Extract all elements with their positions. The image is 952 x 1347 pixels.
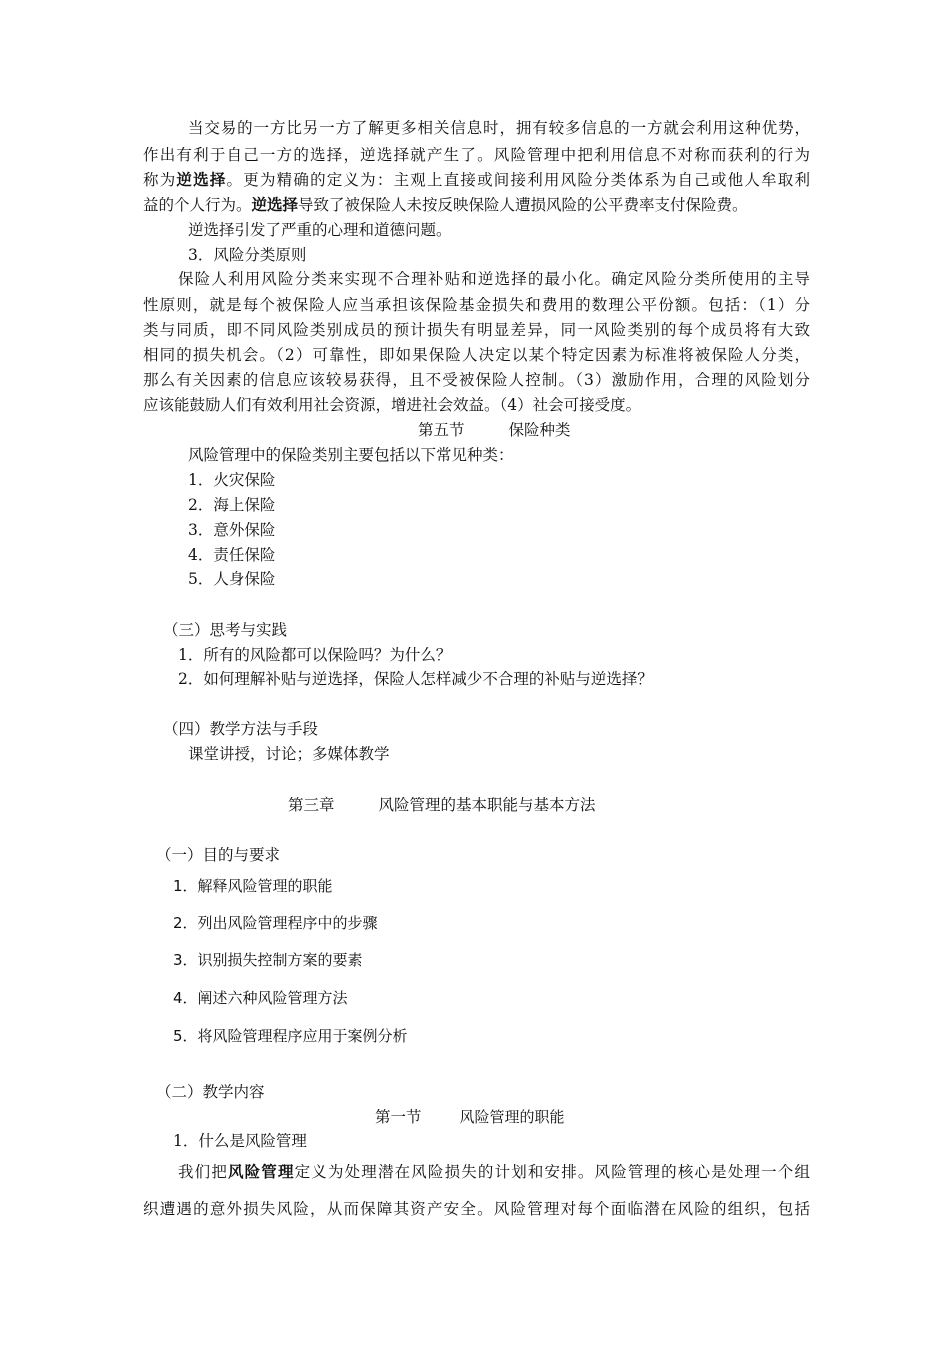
para1-line2: 作出有利于自己一方的选择，逆选择就产生了。风险管理中把利用信息不对称而获利的行为 <box>143 146 810 164</box>
insurance-type-item: 5．人身保险 <box>188 570 276 588</box>
goal-item: 3．识别损失控制方案的要素 <box>173 951 363 969</box>
section1-heading: 第一节 风险管理的职能 <box>375 1108 565 1126</box>
goal-item: 2．列出风险管理程序中的步骤 <box>173 914 378 932</box>
content-heading: （二）教学内容 <box>156 1083 265 1101</box>
content-para-line2: 织遭遇的意外损失风险，从而保障其资产安全。风险管理对每个面临潜在风险的组织，包括 <box>143 1200 810 1218</box>
insurance-type-item: 3．意外保险 <box>188 521 276 539</box>
para2-line6: 应该能鼓励人们有效利用社会资源，增进社会效益。（4）社会可接受度。 <box>143 396 642 414</box>
content-para-line1: 我们把风险管理定义为处理潜在风险损失的计划和安排。风险管理的核心是处理一个组 <box>178 1163 810 1181</box>
insurance-type-item: 2．海上保险 <box>188 496 276 514</box>
insurance-type-item: 4．责任保险 <box>188 546 276 564</box>
think-question-2: 2．如何理解补贴与逆选择，保险人怎样减少不合理的补贴与逆选择？ <box>178 670 653 688</box>
chapter3-heading: 第三章 风险管理的基本职能与基本方法 <box>288 796 596 814</box>
section5-intro: 风险管理中的保险类别主要包括以下常见种类： <box>188 446 514 464</box>
para1-line1: 当交易的一方比另一方了解更多相关信息时，拥有较多信息的一方就会利用这种优势， <box>188 119 810 137</box>
goals-heading: （一）目的与要求 <box>156 846 281 864</box>
goal-item: 1．解释风险管理的职能 <box>173 877 333 895</box>
term-adverse-selection: 逆选择 <box>176 171 227 189</box>
section5-heading: 第五节 保险种类 <box>418 421 571 439</box>
what-is-risk-management-heading: 1．什么是风险管理 <box>173 1132 307 1150</box>
risk-classification-heading: 3．风险分类原则 <box>188 246 307 264</box>
para1-line5: 逆选择引发了严重的心理和道德问题。 <box>188 221 452 239</box>
methods-heading: （四）教学方法与手段 <box>163 720 319 738</box>
think-question-1: 1．所有的风险都可以保险吗？为什么？ <box>178 646 452 664</box>
para1-line3: 称为逆选择。更为精确的定义为：主观上直接或间接利用风险分类体系为自己或他人牟取利 <box>143 171 810 189</box>
term-risk-management: 风险管理 <box>227 1163 295 1181</box>
para2-line1: 保险人利用风险分类来实现不合理补贴和逆选择的最小化。确定风险分类所使用的主导 <box>178 270 810 288</box>
think-heading: （三）思考与实践 <box>163 621 288 639</box>
para2-line4: 相同的损失机会。（2）可靠性，即如果保险人决定以某个特定因素为标准将被保险人分类， <box>143 346 810 364</box>
para2-line2: 性原则，就是每个被保险人应当承担该保险基金损失和费用的数理公平份额。包括：（1）分 <box>143 296 810 314</box>
insurance-type-item: 1．火灾保险 <box>188 471 276 489</box>
methods-text: 课堂讲授，讨论；多媒体教学 <box>188 745 390 763</box>
goal-item: 5．将风险管理程序应用于案例分析 <box>173 1027 408 1045</box>
goal-item: 4．阐述六种风险管理方法 <box>173 989 348 1007</box>
para1-line4: 益的个人行为。逆选择导致了被保险人未按反映保险人遭损风险的公平费率支付保险费。 <box>143 196 748 214</box>
para2-line5: 那么有关因素的信息应该较易获得，且不受被保险人控制。（3）激励作用，合理的风险划分 <box>143 371 810 389</box>
para2-line3: 类与同质，即不同风险类别成员的预计损失有明显差异，同一风险类别的每个成员将有大致 <box>143 321 810 339</box>
term-adverse-selection-2: 逆选择 <box>251 196 299 214</box>
